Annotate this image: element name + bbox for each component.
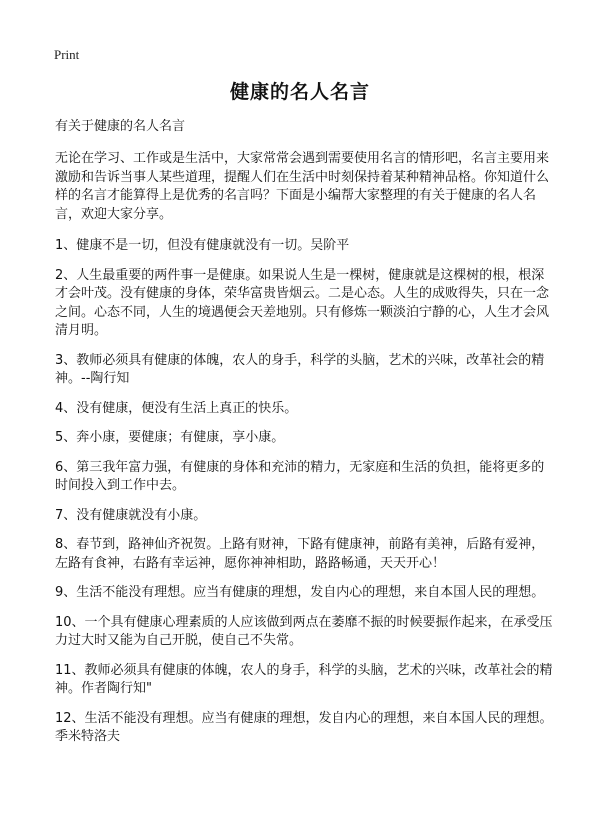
quote-item: 11、教师必须具有健康的体魄，农人的身手，科学的头脑，艺术的兴味，改革社会的精神。作者陶行知" <box>55 662 553 696</box>
quote-item: 10、一个具有健康心理素质的人应该做到两点在萎靡不振的时候要振作起来，在承受压力过大时又能为自己开脱，使自己不失常。 <box>55 614 553 648</box>
quote-item: 1、健康不是一切，但没有健康就没有一切。吴阶平 <box>55 238 350 253</box>
quote-item: 8、春节到，路神仙齐祝贺。上路有财神，下路有健康神，前路有美神，后路有爱神，左路有食神，右路有幸运神，愿你神神相助，路路畅通，天天开心！ <box>55 537 545 571</box>
quote-item: 5、奔小康，要健康；有健康，享小康。 <box>55 430 285 445</box>
article-body <box>55 118 555 758</box>
print-link[interactable]: Print <box>54 47 80 62</box>
page-title: 健康的名人名言 <box>229 81 370 103</box>
intro-paragraph: 无论在学习、工作或是生活中，大家常常会遇到需要使用名言的情形吧，名言主要用来激励和告诉当事人某些道理，提醒人们在生活中时刻保持着某种精神品格。你知道什么样的名言才能算得上是优秀的名言吗？下面是小编帮大家整理的有关于健康的名人名言，欢迎大家分享。 <box>55 151 550 222</box>
quote-item: 9、生活不能没有理想。应当有健康的理想，发自内心的理想，来自本国人民的理想。 <box>55 585 545 600</box>
article-subtitle: 有关于健康的名人名言 <box>55 119 186 134</box>
quote-item: 3、教师必须具有健康的体魄，农人的身手，科学的头脑，艺术的兴味，改革社会的精神。--陶行知 <box>55 352 545 386</box>
quote-item: 2、人生最重要的两件事一是健康。如果说人生是一棵树，健康就是这棵树的根，根深才会叶茂。没有健康的身体，荣华富贵皆烟云。二是心态。人生的成败得失，只在一念之间。心态不同，人生的境遇便会天差地别。只有修炼一颗淡泊宁静的心，人生才会风清月明。 <box>55 267 550 338</box>
quote-item: 6、第三我年富力强，有健康的身体和充沛的精力，无家庭和生活的负担，能将更多的时间投入到工作中去。 <box>55 459 545 493</box>
quote-item: 7、没有健康就没有小康。 <box>55 507 207 523</box>
quote-item: 4、没有健康，便没有生活上真正的快乐。 <box>55 400 298 416</box>
quote-item: 12、生活不能没有理想。应当有健康的理想，发自内心的理想，来自本国人民的理想。季米特洛夫 <box>55 710 553 744</box>
